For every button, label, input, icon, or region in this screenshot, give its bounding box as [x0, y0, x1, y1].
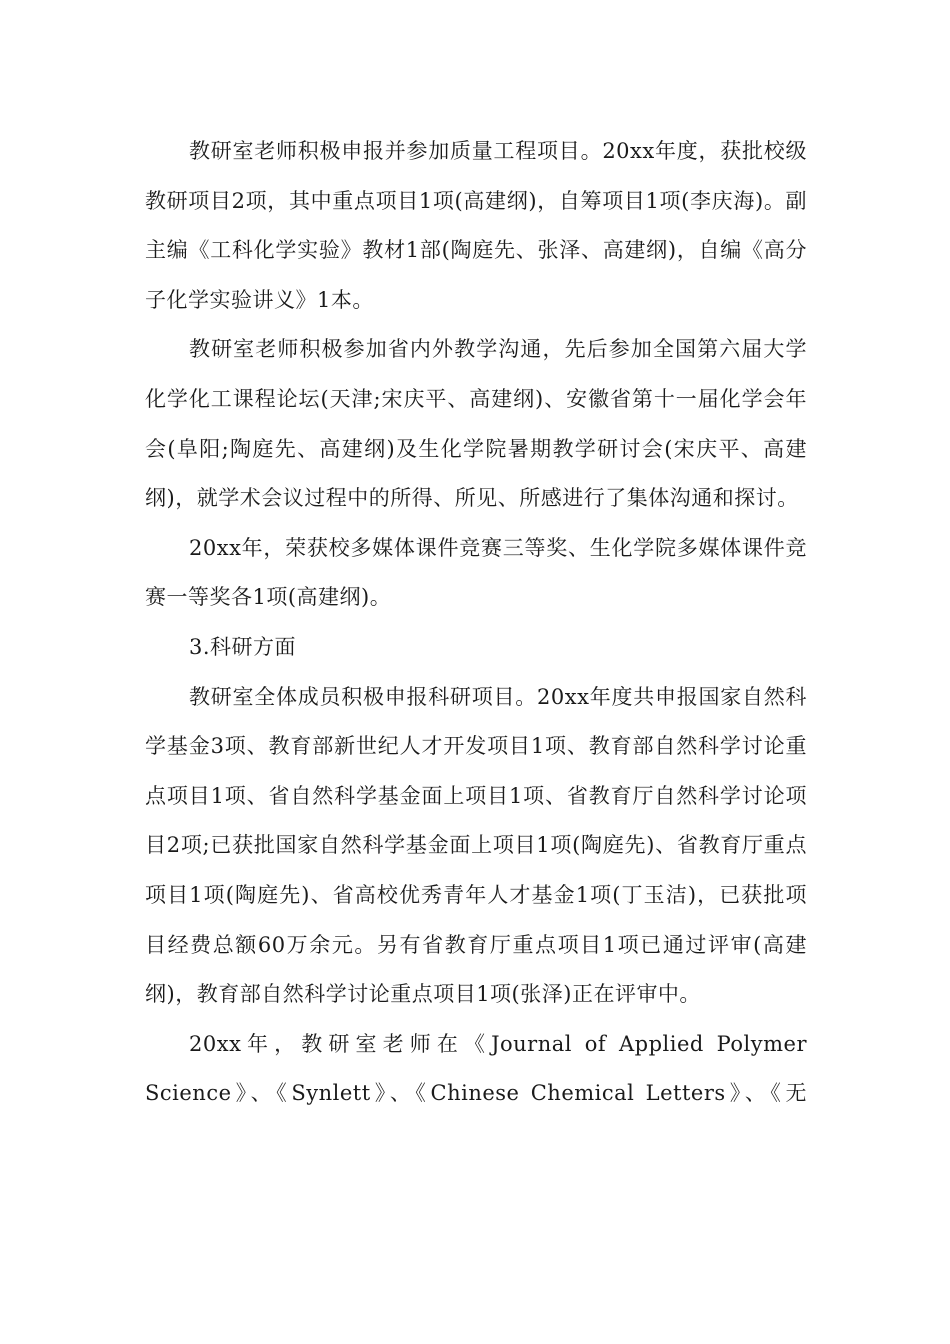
paragraph-publications: 20xx年，教研室老师在《Journal of Applied Polymer Science》、《Synlett》、《Chinese Chemical Letters》、《无 — [145, 1031, 807, 1106]
paragraph-teaching-exchange: 教研室老师积极参加省内外教学沟通，先后参加全国第六届大学化学化工课程论坛(天津;宋庆平、高建纲)、安徽省第十一届化学会年会(阜阳;陶庭先、高建纲)及生化学院暑期教学研讨会(宋庆平、高建纲)，就学术会议过程中的所得、所见、所感进行了集体沟通和探讨。 — [145, 337, 807, 511]
document-page — [145, 127, 807, 1119]
paragraph-research-projects: 教研室全体成员积极申报科研项目。20xx年度共申报国家自然科学基金3项、教育部新世纪人才开发项目1项、教育部自然科学讨论重点项目1项、省自然科学基金面上项目1项、省教育厅自然科学讨论项目2项;已获批国家自然科学基金面上项目1项(陶庭先)、省教育厅重点项目1项(陶庭先)、省高校优秀青年人才基金1项(丁玉洁)，已获批项目经费总额60万余元。另有省教育厅重点项目1项已通过评审(高建纲)，教育部自然科学讨论重点项目1项(张泽)正在评审中。 — [145, 684, 807, 1007]
paragraph-courseware-award: 20xx年，荣获校多媒体课件竞赛三等奖、生化学院多媒体课件竞赛一等奖各1项(高建纲)。 — [145, 535, 807, 610]
paragraph-teaching-projects: 教研室老师积极申报并参加质量工程项目。20xx年度，获批校级教研项目2项，其中重点项目1项(高建纲)，自筹项目1项(李庆海)。副主编《工科化学实验》教材1部(陶庭先、张泽、高建纲)，自编《高分子化学实验讲义》1本。 — [145, 139, 807, 312]
section-heading-research: 3.科研方面 — [189, 634, 297, 659]
